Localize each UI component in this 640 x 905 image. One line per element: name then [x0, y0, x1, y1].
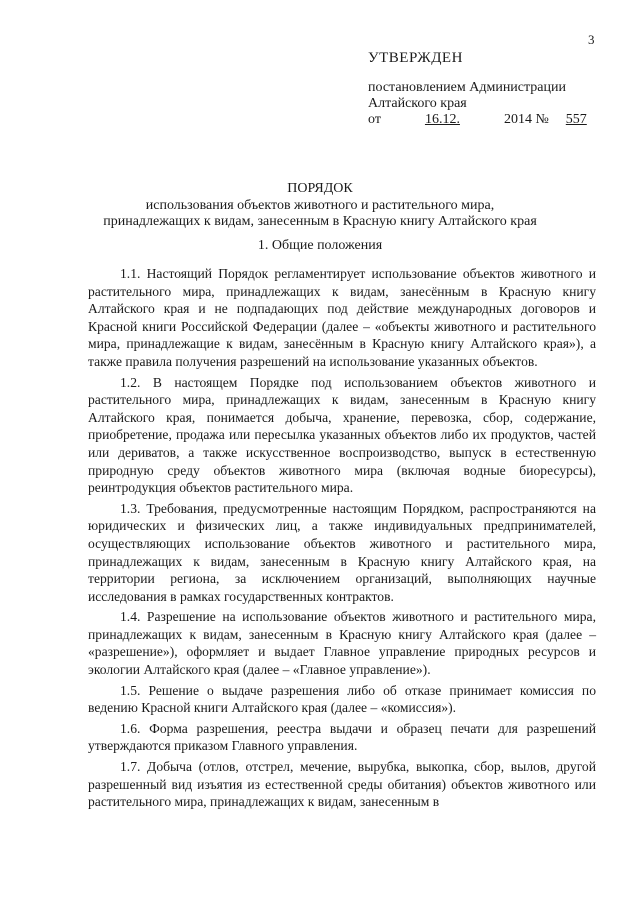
paragraph-1-1: 1.1. Настоящий Порядок регламентирует использование объектов животного и растительного мира, принадлежащих к видам, занесённым в Красную книгу Алтайского края и не подпадающих под действие международных договоров и Красной книги Российской Федерации (далее – «объекты животного и растительного мира, принадлежащие к видам, занесённым в Красную книгу Алтайского края»), а также правила получения разрешений на использование указанных объектов.	[88, 266, 596, 369]
paragraph-1-6: 1.6. Форма разрешения, реестра выдачи и образец печати для разрешений утверждаются приказом Главного управления.	[88, 720, 596, 754]
document-subtitle-line-1: использования объектов животного и растительного мира,	[145, 198, 495, 213]
approval-date-line	[368, 112, 600, 128]
approval-line-1: постановлением Администрации	[368, 80, 566, 95]
document-title: ПОРЯДОК	[287, 181, 353, 196]
document-subtitle-line-2: принадлежащих к видам, занесенным в Красную книгу Алтайского края	[103, 214, 537, 229]
from-label: от	[368, 112, 381, 127]
paragraph-1-2: 1.2. В настоящем Порядке под использованием объектов животного и растительного мира, принадлежащих к видам, занесенным в Красную книгу Алтайского края, понимается добыча, хранение, перевозка, сбор, содержание, приобретение, продажа или пересылка указанных объектов либо их продуктов, частей или дериватов, а также искусственное воспроизводство, выпуск в естественную природную среду объектов животного мира (включая водные биоресурсы), реинтродукция объектов растительного мира.	[88, 374, 596, 496]
approval-number: 557	[565, 112, 587, 127]
page-number: 3	[588, 32, 595, 47]
approval-year: 2014 №	[503, 112, 549, 127]
paragraph-1-3: 1.3. Требования, предусмотренные настоящим Порядком, распространяются на юридических и физических лиц, а также индивидуальных предпринимателей, осуществляющих использование объектов животного и растительного мира, принадлежащих к видам, занесенным в Красную книгу Алтайского края, на территории региона, за исключением организаций, выполняющих научные исследования в рамках государственных контрактов.	[88, 500, 596, 604]
document-body	[88, 265, 596, 814]
document-title-block	[0, 181, 640, 230]
approval-line-2: Алтайского края	[368, 96, 467, 111]
approval-date: 16.12.	[424, 112, 460, 127]
approval-title: УТВЕРЖДЕН	[368, 50, 463, 66]
section-heading: 1. Общие положения	[257, 238, 383, 253]
paragraph-1-7: 1.7. Добыча (отлов, отстрел, мечение, вырубка, выкопка, сбор, вылов, другой разрешенный вид изъятия из естественной среды обитания) объектов животного или растительного мира, принадлежащих к видам, занесенным в	[88, 759, 596, 810]
paragraph-1-5: 1.5. Решение о выдаче разрешения либо об отказе принимает комиссия по ведению Красной книги Алтайского края (далее – «комиссия»).	[88, 682, 596, 716]
approval-block	[368, 50, 600, 128]
paragraph-1-4: 1.4. Разрешение на использование объектов животного и растительного мира, принадлежащих к видам, занесенным в Красную книгу Алтайского края (далее – «разрешение»), оформляет и выдает Главное управление природных ресурсов и экологии Алтайского края (далее – «Главное управление»).	[88, 609, 596, 678]
